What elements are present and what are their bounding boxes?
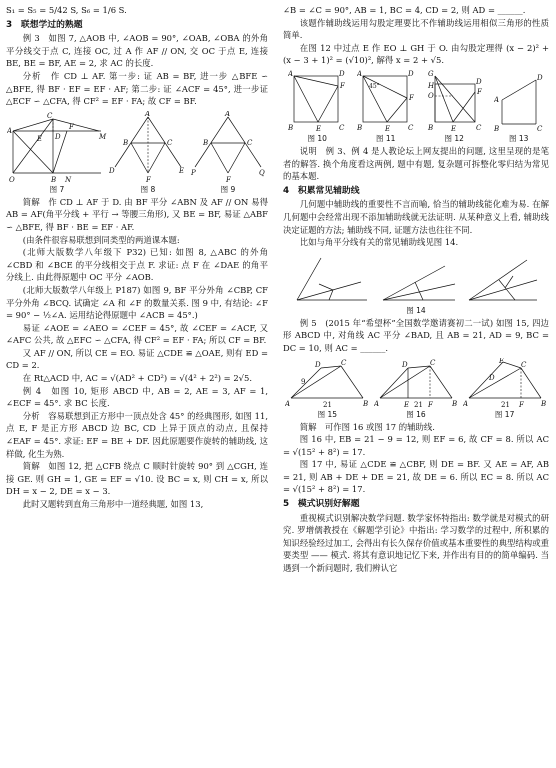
- paragraph-5: 图 16 中, EB = 21 − 9 = 12, 则 EF = 6, 故 CF = 8. 所以 AC = √(15² + 8²) = 17.: [283, 434, 549, 457]
- figure-16-diagram: [374, 358, 458, 410]
- question-tail: ∠B = ∠C = 90°, AB = 1, BC = 4, CD = 2, 则 AD = ______.: [283, 5, 526, 15]
- svg-text:21: 21: [323, 400, 333, 409]
- svg-text:C: C: [47, 111, 53, 120]
- paragraph-7: 重视模式识别解决数学问题. 数学家怀特指出: 数学就是对模式的研究. 罗增儒教授在《解题学引论》中指出: 学习数学的过程中, 所积累的知识经验经过加工, 会得出有长久保存价值或基本重要性的典型结构或重要类型 —— 模式. 将其有意识地记忆下来, 并作出有目的的简单编码. 当遇到一个新问题时, 我们辨认它: [283, 512, 549, 574]
- svg-text:B: B: [123, 138, 129, 147]
- svg-text:O: O: [9, 175, 15, 184]
- textbook-problem-2: (北师大版数学八年级上 P187) 如图 9, BF 平分外角 ∠CBP, CF 平分外角 ∠BCQ. 试确定 ∠A 和 ∠F 的数量关系. 图 9 中, 有结论: ∠F = 90° − ½∠A. 运用结论得原题中 ∠ACB = 45°.): [6, 284, 268, 321]
- svg-text:A: A: [373, 399, 380, 408]
- figure-9-caption: 图 9: [220, 184, 236, 194]
- svg-text:F: F: [518, 400, 524, 409]
- figure-9-diagram: [189, 111, 267, 185]
- section-4-heading: 4 积累常见辅助线: [283, 185, 360, 196]
- svg-text:E: E: [384, 124, 390, 133]
- svg-text:C: C: [167, 138, 173, 147]
- example-4-text: 例 4 如图 10, 矩形 ABCD 中, AB = 2, AE = 3, AF = 1, ∠ECF = 45°. 求 BC 长度.: [6, 385, 268, 409]
- svg-text:B: B: [493, 124, 499, 133]
- svg-text:F: F: [427, 400, 433, 409]
- figure-row-7-9: [6, 111, 268, 195]
- answer-2: 简解 如图 12, 把 △CFB 绕点 C 顺时针旋转 90° 到 △CGH, 连接 GE. 则 GH = 1, GE = EF = √10. 设 BC = x, 则 CH = x, 所以 DH = x − 2, DE = x − 3.: [6, 461, 268, 497]
- figure-14: [291, 252, 541, 316]
- proof-step-2: 又 AF // ON, 所以 CE = EO. 易证 △CDE ≌ △OAE, 则有 ED = CD = 2.: [6, 347, 268, 371]
- paragraph-2: 在图 12 中过点 E 作 EO ⊥ GH 于 O. 由勾股定理得 (x − 2)² + (x − 3 + 1)² = (√10)², 解得 x = 2 + √5.: [283, 42, 549, 66]
- figure-10-caption: 图 10: [307, 133, 327, 143]
- example-3-text: 例 3 如图 7, △AOB 中, ∠AOB = 90°, ∠OAB, ∠OBA 的外角平分线交于点 C, 连接 OC, 过 A 作 AF // ON, 交 OC 于点 E, 连接 BE, BE = BF, AE = 2, 求 AC 的长度.: [6, 33, 268, 69]
- svg-text:C: C: [520, 360, 526, 369]
- answer-5: 简解 可作图 16 或图 17 的辅助线.: [299, 421, 435, 432]
- svg-text:E: E: [37, 134, 43, 143]
- figure-row-15-17: [283, 358, 549, 420]
- proof-step-3: 在 Rt△ACD 中, AC = √(AD² + CD²) = √(4² + 2²) = 2√5.: [22, 373, 253, 384]
- figure-16: [374, 358, 458, 420]
- figure-15-caption: 图 15: [317, 409, 338, 419]
- analysis-1: 分析 作 CD ⊥ AF. 第一步: 证 AB = BF, 进一步 △BFE ∽ △BFE, 得 BF · EF = EF · AF; 第二步: 证 ∠ACF = 45°, 进一步证 △ECF ∽ △CFA, 得 CF² = EF · FA; 故 CF = BF.: [6, 70, 268, 107]
- figure-14-row: [283, 252, 549, 316]
- figure-row-10-13: [283, 70, 549, 144]
- svg-text:E: E: [179, 166, 185, 175]
- right-column: [283, 4, 549, 575]
- svg-text:A: A: [493, 95, 499, 104]
- textbook-problem-1: (北师大版数学八年级下 P32) 已知: 如图 8, △ABC 的外角 ∠CBD 和 ∠BCE 的平分线相交于点 F. 求证: 点 F 在 ∠DAE 的角平分线上. 由此得原题中 OC 平分 ∠AOB.: [6, 247, 268, 283]
- svg-text:B: B: [356, 123, 362, 132]
- figure-11-diagram: [357, 70, 415, 134]
- figure-14-caption: 图 14: [406, 305, 426, 315]
- figure-14-diagram: [291, 252, 541, 306]
- svg-text:D: D: [315, 360, 321, 369]
- svg-text:B: B: [451, 399, 458, 408]
- figure-15-diagram: [285, 358, 369, 410]
- svg-text:C: C: [247, 138, 253, 147]
- svg-text:D: D: [407, 69, 414, 78]
- svg-text:C: C: [476, 123, 482, 132]
- svg-text:F: F: [226, 175, 231, 184]
- figure-16-caption: 图 16: [406, 409, 426, 419]
- svg-text:D: D: [476, 77, 482, 86]
- svg-text:D: D: [536, 73, 543, 82]
- svg-text:F: F: [69, 122, 74, 131]
- svg-text:21: 21: [500, 400, 510, 409]
- paragraph-3: 几何题中辅助线的重要性不言而喻, 恰当的辅助线能化难为易. 在解几何题中会经常出现不添加辅助线就无法证明. 从某种意义上看, 辅助线决定证题的方法; 辅助线不同, 证题方法也往往不同.: [283, 199, 549, 235]
- svg-text:C: C: [339, 123, 345, 132]
- analysis-2: 分析 容易联想到正方形中一顶点处含 45° 的经典图形, 如图 11, 点 E, F 是正方形 ABCD 边 BC, CD 上异于顶点的动点, 且保持 ∠EAF = 45°. 求证: EF = BE + DF. 因此原题要作旋转的辅助线, 这样做, 化生为熟.: [6, 410, 268, 459]
- svg-text:B: B: [540, 399, 546, 408]
- svg-text:A: A: [285, 399, 291, 408]
- figure-8-caption: 图 8: [140, 184, 156, 194]
- figure-11-caption: 图 11: [376, 133, 396, 143]
- figure-8: [109, 111, 187, 195]
- condition-note: (由条件很容易联想到同类型的两道课本题:: [22, 234, 180, 245]
- svg-text:C: C: [341, 358, 347, 367]
- figure-13-caption: 图 13: [509, 133, 529, 143]
- note-paragraph: 说明 例 3、例 4 是人教论坛上网友提出的问题, 这里呈现的是笔者的解答. 换个角度看这两例, 题中有题, 复杂题可拆整化零归结为常见的基本题.: [283, 145, 549, 182]
- svg-text:B: B: [363, 399, 369, 408]
- svg-text:A: A: [356, 69, 362, 78]
- answer-1: 简解 作 CD ⊥ AF 于 D. 由 BF 平分 ∠ABN 及 AF // ON 易得 AB = AF(角平分线 + 平行 → 等腰三角形), 又 BE = BF, 易证 △ABF ∽ △BFE, 得 BF · BE = EF · AF.: [6, 196, 268, 232]
- svg-text:9: 9: [301, 377, 306, 386]
- figure-7: [7, 111, 107, 195]
- svg-text:D: D: [488, 373, 495, 382]
- figure-12: [425, 70, 483, 144]
- svg-text:C: C: [407, 123, 414, 132]
- left-column: [6, 4, 268, 511]
- svg-text:F: F: [340, 81, 346, 90]
- svg-text:F: F: [408, 93, 414, 102]
- svg-text:E: E: [451, 124, 457, 133]
- svg-text:O: O: [428, 91, 434, 100]
- figure-8-diagram: [109, 111, 187, 185]
- svg-text:D: D: [109, 166, 115, 175]
- figure-10: [288, 70, 346, 144]
- paragraph-6: 图 17 中, 易证 △CDE ≌ △CBF, 则 DE = BF. 又 AE = AF, AB = 21, 则 AB + DE + DE = 21, 故 DE = 6. 所以 EC = 8. 所以 AC = √(15² + 8²) = 17.: [283, 459, 549, 495]
- paragraph-4: 比如与角平分线有关的常见辅助线见图 14.: [299, 237, 459, 248]
- figure-11: [357, 70, 415, 144]
- figure-13: [494, 70, 544, 144]
- svg-text:A: A: [7, 126, 13, 135]
- svg-text:F: F: [477, 87, 483, 96]
- svg-text:E: E: [403, 400, 410, 409]
- svg-text:H: H: [428, 81, 435, 90]
- proof-step-1: 易证 ∠AOE = ∠AEO = ∠CEF = 45°, 故 ∠CEF = ∠ACF, 又 ∠AFC 公共, 故 △EFC ∽ △CFA, 得 CF² = EF · FA; 所以 CF = BF.: [6, 322, 268, 346]
- svg-text:C: C: [536, 124, 543, 133]
- svg-text:D: D: [339, 69, 345, 78]
- last-line: 此时又题转到直角三角形中一道经典题, 如图 13,: [22, 499, 204, 509]
- figure-17: [463, 358, 547, 420]
- svg-text:P: P: [191, 168, 196, 177]
- figure-9: [189, 111, 267, 195]
- svg-text:B: B: [288, 123, 294, 132]
- svg-text:Q: Q: [259, 168, 265, 177]
- figure-13-diagram: [494, 70, 544, 134]
- svg-text:C: C: [429, 358, 436, 367]
- svg-text:A: A: [462, 399, 468, 408]
- figure-17-caption: 图 17: [494, 409, 515, 419]
- svg-text:21: 21: [413, 400, 423, 409]
- figure-10-diagram: [288, 70, 346, 134]
- paragraph-1: 该题作辅助线运用勾股定理要比不作辅助线运用相似三角形的性质简单.: [283, 17, 549, 41]
- figure-12-caption: 图 12: [444, 133, 464, 143]
- svg-text:F: F: [146, 175, 151, 184]
- figure-12-diagram: [425, 70, 483, 134]
- svg-text:A: A: [225, 110, 231, 118]
- figure-17-diagram: [463, 358, 547, 410]
- figure-15: [285, 358, 369, 420]
- svg-text:D: D: [55, 132, 61, 141]
- figure-7-caption: 图 7: [49, 184, 65, 194]
- svg-text:B: B: [51, 175, 57, 184]
- section-3-heading: 3 联想学过的熟题: [6, 19, 83, 30]
- svg-text:A: A: [288, 69, 294, 78]
- svg-text:D: D: [401, 360, 408, 369]
- svg-text:E: E: [498, 357, 504, 365]
- svg-text:M: M: [99, 132, 107, 141]
- svg-text:N: N: [65, 175, 72, 184]
- svg-text:G: G: [428, 69, 434, 78]
- example-5-text: 例 5 (2015 年“希望杯”全国数学邀请赛初二一试) 如图 15, 四边形 ABCD 中, 对角线 AC 平分 ∠BAD, 且 AB = 21, AD = 9, BC = DC = 10, 则 AC = ______.: [283, 317, 549, 353]
- svg-text:B: B: [203, 138, 209, 147]
- svg-text:45°: 45°: [368, 82, 380, 90]
- figure-7-diagram: [7, 111, 107, 185]
- formula-line: S₁ = S₅ = 5/42 S, S₆ = 1/6 S.: [6, 5, 127, 15]
- svg-text:E: E: [316, 124, 322, 133]
- svg-text:A: A: [145, 110, 151, 118]
- section-5-heading: 5 模式识别好解题: [283, 499, 360, 510]
- svg-text:B: B: [428, 123, 434, 132]
